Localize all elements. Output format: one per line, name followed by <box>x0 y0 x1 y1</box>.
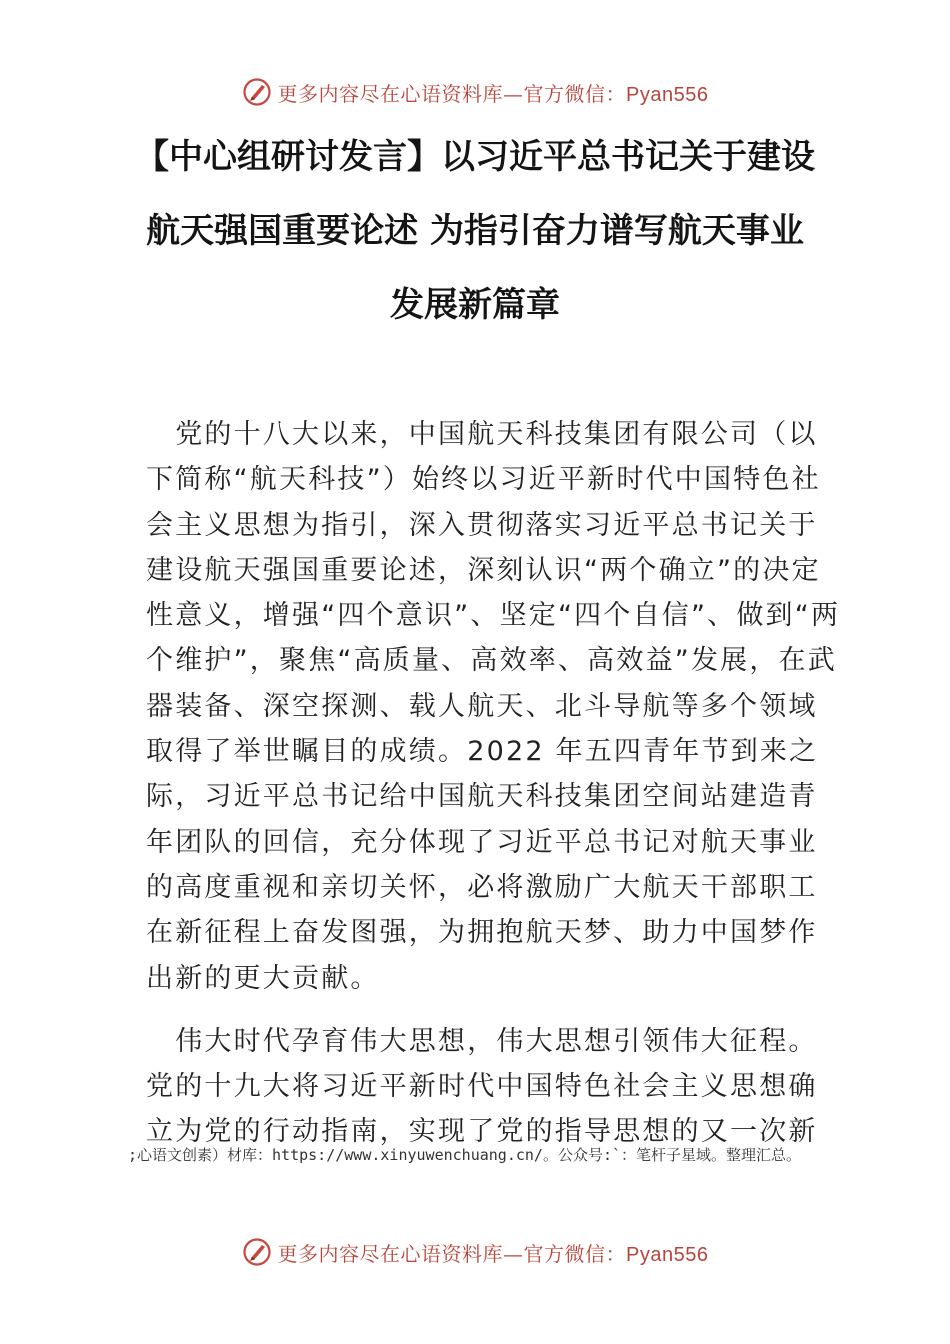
text-line: 建设航天强国重要论述，深刻认识“两个确立”的决定 <box>146 554 821 586</box>
banner-label: 更多内容尽在心语资料库—官方微信： <box>277 81 627 106</box>
banner-text <box>278 1238 709 1267</box>
text-line: 在新征程上奋发图强，为拥抱航天梦、助力中国梦作 <box>146 917 818 949</box>
text-line: 党的十八大以来，中国航天科技集团有限公司（以 <box>146 419 818 450</box>
pen-seal-logo-icon <box>242 1237 272 1267</box>
banner-wechat-id: Pyan556 <box>626 1243 709 1266</box>
paragraph-spacer <box>146 1001 810 1019</box>
text-line: 际，习近平总书记给中国航天科技集团空间站建造青 <box>146 781 818 813</box>
text-line: 性意义，增强“四个意识”、坚定“四个自信”、做到“两 <box>146 600 841 632</box>
document-title <box>100 120 850 342</box>
text-line: 立为党的行动指南，实现了党的指导思想的又一次新 <box>146 1116 818 1148</box>
text-line: 党的十九大将习近平新时代中国特色社会主义思想确 <box>146 1071 818 1103</box>
footer-banner <box>0 1232 950 1272</box>
text-line: 伟大时代孕育伟大思想，伟大思想引领伟大征程。 <box>146 1025 818 1057</box>
text-line: 器装备、深空探测、载人航天、北斗导航等多个领域 <box>146 690 818 722</box>
text-line: 取得了举世瞩目的成绩。2022 年五四青年节到来之 <box>146 736 819 768</box>
paragraph-2 <box>146 1019 818 1155</box>
banner-label: 更多内容尽在心语资料库—官方微信： <box>277 1241 627 1266</box>
banner-text <box>278 78 709 107</box>
document-body <box>146 412 841 1155</box>
source-footnote: ;心语文创素）材库：https://www.xinyuwenchuang.cn/。公众号:`：笔杆子星域。整理汇总。 <box>128 1146 802 1164</box>
paragraph-1 <box>146 412 841 1001</box>
title-line: 航天强国重要论述 为指引奋力谱写航天事业 <box>146 211 804 251</box>
text-line: 个维护”，聚焦“高质量、高效率、高效益”发展，在武 <box>146 645 837 677</box>
text-line: 的高度重视和亲切关怀，必将激励广大航天干部职工 <box>146 871 818 903</box>
title-line: 【中心组研讨发言】以习近平总书记关于建设 <box>135 137 815 177</box>
pen-seal-logo-icon <box>242 77 272 107</box>
text-line: 年团队的回信，充分体现了习近平总书记对航天事业 <box>146 826 818 858</box>
header-banner <box>0 72 950 112</box>
title-line: 发展新篇章 <box>390 285 560 325</box>
banner-wechat-id: Pyan556 <box>626 83 709 106</box>
text-line: 下简称“航天科技”）始终以习近平新时代中国特色社 <box>146 464 821 496</box>
text-line: 出新的更大贡献。 <box>146 962 380 994</box>
text-line: 会主义思想为指引，深入贯彻落实习近平总书记关于 <box>146 509 818 541</box>
